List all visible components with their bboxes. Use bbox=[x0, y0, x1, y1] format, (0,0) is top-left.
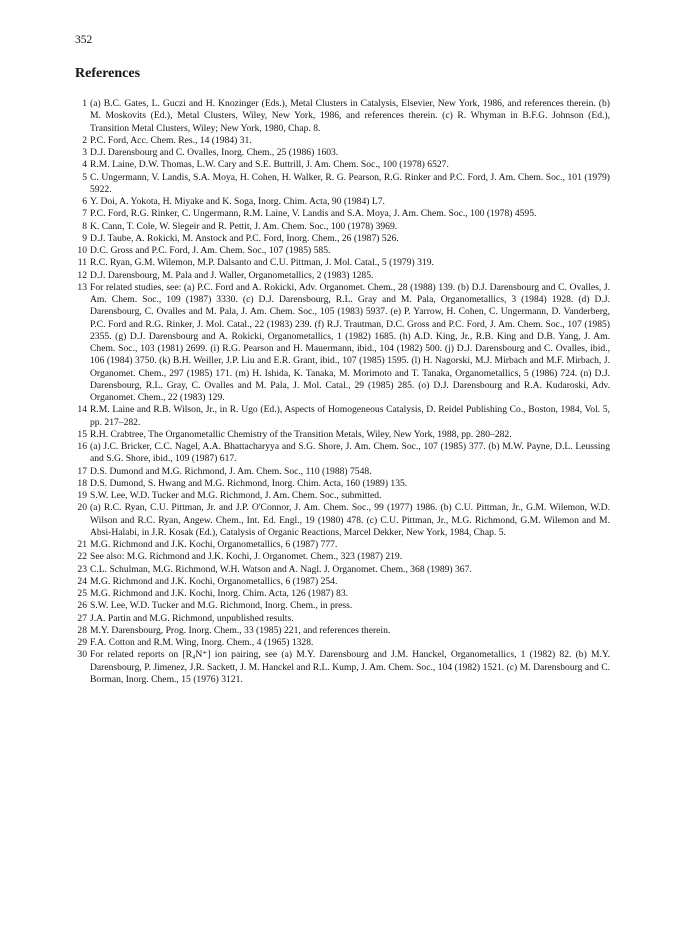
reference-text: J.A. Partin and M.G. Richmond, unpublished results. bbox=[90, 612, 294, 624]
reference-item bbox=[75, 613, 610, 625]
reference-item bbox=[75, 172, 610, 197]
reference-item bbox=[75, 429, 610, 441]
reference-text: F.A. Cotton and R.M. Wing, Inorg. Chem., 4 (1965) 1328. bbox=[90, 637, 314, 648]
reference-text: M.Y. Darensbourg, Prog. Inorg. Chem., 33 (1985) 221, and references therein. bbox=[90, 624, 391, 636]
reference-item bbox=[75, 564, 610, 576]
reference-item bbox=[75, 588, 610, 600]
reference-text: D.S. Dumond, S. Hwang and M.G. Richmond, Inorg. Chim. Acta, 160 (1989) 135. bbox=[90, 477, 408, 489]
reference-text: D.C. Gross and P.C. Ford, J. Am. Chem. Soc., 107 (1985) 585. bbox=[90, 245, 331, 256]
reference-item bbox=[75, 233, 610, 245]
reference-item bbox=[75, 221, 610, 233]
reference-text: M.G. Richmond and J.K. Kochi, Organometallics, 6 (1987) 254. bbox=[90, 575, 338, 587]
reference-item bbox=[75, 576, 610, 588]
reference-text: See also: M.G. Richmond and J.K. Kochi, J. Organomet. Chem., 323 (1987) 219. bbox=[90, 551, 403, 563]
reference-text: C.L. Schulman, M.G. Richmond, W.H. Watson and A. Nagl. J. Organomet. Chem., 368 (1989) 367. bbox=[90, 563, 472, 575]
reference-text: D.J. Darensbourg and C. Ovalles, Inorg. Chem., 25 (1986) 1603. bbox=[90, 147, 339, 158]
reference-item bbox=[75, 159, 610, 171]
reference-item bbox=[75, 551, 610, 563]
reference-text: R.C. Ryan, G.M. Wilemon, M.P. Dalsanto and C.U. Pittman, J. Mol. Catal., 5 (1979) 319. bbox=[90, 257, 434, 269]
reference-item bbox=[75, 466, 610, 478]
reference-text: P.C. Ford, Acc. Chem. Res., 14 (1984) 31. bbox=[90, 134, 252, 146]
reference-number: 19 bbox=[77, 490, 87, 501]
reference-text: R.H. Crabtree, The Organometallic Chemistry of the Transition Metals, Wiley, New York, 1988, pp. 280–282. bbox=[90, 428, 512, 440]
reference-number: 27 bbox=[77, 612, 87, 624]
reference-number: 9 bbox=[82, 232, 87, 244]
reference-text: R.M. Laine and R.B. Wilson, Jr., in R. Ugo (Ed.), Aspects of Homogeneous Catalysis, D. Reidel Publishing Co., Boston, 1984, Vol. 5, pp. 217–282. bbox=[90, 404, 610, 428]
reference-number: 29 bbox=[77, 637, 87, 648]
reference-text: For related studies, see: (a) P.C. Ford and A. Rokicki, Adv. Organomet. Chem., 28 (1988) 139. (b) D.J. Darensbourg and C. Ovalles, J. Am. Chem. Soc., 109 (1987) 3330. (c) D.J. Darensbourg, R.L. Gray and M. Pala, Organometallics, 3 (1984) 1928. (d) D.J. Darensbourg, C. Ovalles and M. Pala, J. Am. Chem. Soc., 105 (1983) 5937. (e) P. Yarrow, H. Cohen, C. Ungermann, D. Vanderberg, P.C. Ford and R.G. Rinker, J. Mol. Catal., 22 (1983) 239. (f) R.J. Trautman, D.C. Gross and P.C. Ford, J. Am. Chem. Soc., 107 (1985) 2355. (g) D.J. Darensbourg and A. Rokicki, Organometallics, 1 (1982) 1685. (h) A.D. King, Jr., R.B. King and D.B. Yang, J. Am. Chem. Soc., 103 (1981) 2699. (i) R.G. Pearson and H. Mauermann, ibid., 104 (1982) 500. (j) D.J. Darensbourg and C. Ovalles, ibid., 106 (1984) 3750. (k) B.H. Weiller, J.P. Liu and E.R. Grant, ibid., 107 (1985) 1595. (l) H. Nagorski, M.J. Mirbach and M.F. Mirbach, J. Organomet. Chem., 297 (1985) 171. (m) H. Ishida, K. Tanaka, M. Morimoto and T. Tanaka, Organometallics, 5 (1986) 724. (n) D.J. Darensbourg, R.L. Gray, C. Ovalles and M. Pala, J. Mol. Catal., 29 (1985) 285. (o) D.J. Darensbourg and R.A. Kudaroski, Adv. Organomet. Chem., 22 (1983) 129. bbox=[90, 281, 610, 403]
reference-number: 7 bbox=[82, 208, 87, 220]
page-number: 352 bbox=[75, 34, 93, 46]
reference-text: (a) J.C. Bricker, C.C. Nagel, A.A. Bhattacharyya and S.G. Shore, J. Am. Chem. Soc., 107 (1985) 377. (b) M.W. Payne, D.L. Leussing and S.G. Shore, ibid., 109 (1987) 617. bbox=[90, 441, 610, 465]
reference-item bbox=[75, 441, 610, 466]
reference-item bbox=[75, 600, 610, 612]
reference-number: 12 bbox=[77, 269, 87, 281]
reference-number: 4 bbox=[82, 159, 87, 171]
reference-text: D.S. Dumond and M.G. Richmond, J. Am. Chem. Soc., 110 (1988) 7548. bbox=[90, 465, 372, 477]
reference-item bbox=[75, 637, 610, 649]
reference-number: 2 bbox=[82, 134, 87, 146]
reference-text: M.G. Richmond and J.K. Kochi, Inorg. Chim. Acta, 126 (1987) 83. bbox=[90, 588, 349, 599]
reference-item bbox=[75, 147, 610, 159]
reference-text: C. Ungermann, V. Landis, S.A. Moya, H. Cohen, H. Walker, R. G. Pearson, R.G. Rinker and P.C. Ford, J. Am. Chem. Soc., 101 (1979) 5922. bbox=[90, 171, 610, 195]
reference-item bbox=[75, 98, 610, 135]
reference-text: M.G. Richmond and J.K. Kochi, Organometallics, 6 (1987) 777. bbox=[90, 539, 338, 550]
reference-number: 6 bbox=[82, 196, 87, 207]
reference-number: 3 bbox=[82, 147, 87, 158]
reference-number: 26 bbox=[77, 600, 87, 612]
reference-item bbox=[75, 245, 610, 257]
reference-number: 21 bbox=[77, 539, 87, 550]
reference-number: 24 bbox=[77, 575, 87, 587]
reference-text: S.W. Lee, W.D. Tucker and M.G. Richmond, Inorg. Chem., in press. bbox=[90, 600, 353, 612]
reference-item bbox=[75, 490, 610, 502]
reference-item bbox=[75, 196, 610, 208]
reference-item bbox=[75, 208, 610, 220]
reference-number: 5 bbox=[82, 171, 87, 183]
reference-item bbox=[75, 282, 610, 405]
reference-item bbox=[75, 478, 610, 490]
reference-text: For related reports on [R₄N⁺] ion pairing, see (a) M.Y. Darensbourg and J.M. Hanckel, Organometallics, 1 (1982) 82. (b) M.Y. Darensbourg, P. Jimenez, J.R. Sackett, J. M. Hanckel and R.L. Kump, J. Am. Chem. Soc., 104 (1982) 1521. (c) M. Darensbourg and C. Borman, Inorg. Chem., 15 (1976) 3121. bbox=[90, 649, 610, 685]
reference-text: Y. Doi, A. Yokota, H. Miyake and K. Soga, Inorg. Chim. Acta, 90 (1984) L7. bbox=[90, 196, 385, 207]
reference-number: 16 bbox=[77, 441, 87, 452]
reference-number: 28 bbox=[77, 624, 87, 636]
reference-number: 25 bbox=[77, 588, 87, 599]
reference-text: S.W. Lee, W.D. Tucker and M.G. Richmond, J. Am. Chem. Soc., submitted. bbox=[90, 490, 382, 501]
reference-number: 20 bbox=[77, 502, 87, 514]
reference-number: 1 bbox=[82, 98, 87, 109]
reference-number: 13 bbox=[77, 281, 87, 293]
reference-number: 17 bbox=[77, 465, 87, 477]
reference-item bbox=[75, 649, 610, 686]
reference-item bbox=[75, 135, 610, 147]
reference-text: P.C. Ford, R.G. Rinker, C. Ungermann, R.M. Laine, V. Landis and S.A. Moya, J. Am. Chem. Soc., 100 (1978) 4595. bbox=[90, 208, 537, 220]
reference-text: D.J. Darensbourg, M. Pala and J. Waller, Organometallics, 2 (1983) 1285. bbox=[90, 269, 374, 281]
reference-text: R.M. Laine, D.W. Thomas, L.W. Cary and S.E. Buttrill, J. Am. Chem. Soc., 100 (1978) 6527. bbox=[90, 159, 449, 171]
reference-number: 14 bbox=[77, 404, 87, 416]
reference-number: 15 bbox=[77, 428, 87, 440]
reference-item bbox=[75, 404, 610, 429]
reference-text: (a) B.C. Gates, L. Guczi and H. Knozinger (Eds.), Metal Clusters in Catalysis, Elsevier, New York, 1986, and references therein. (b) M. Moskovits (Ed.), Metal Clusters, Wiley, New York, 1986, and references therein. (c) R. Whyman in B.F.G. Johnson (Ed.), Transition Metal Clusters, Wiley; New York, 1980, Chap. 8. bbox=[90, 98, 610, 134]
reference-text: D.J. Taube, A. Rokicki, M. Anstock and P.C. Ford, Inorg. Chem., 26 (1987) 526. bbox=[90, 232, 399, 244]
reference-item bbox=[75, 502, 610, 539]
reference-item bbox=[75, 257, 610, 269]
reference-text: K. Cann, T. Cole, W. Slegeir and R. Pettit, J. Am. Chem. Soc., 100 (1978) 3969. bbox=[90, 220, 398, 232]
reference-number: 8 bbox=[82, 220, 87, 232]
reference-number: 30 bbox=[77, 649, 87, 661]
reference-number: 18 bbox=[77, 477, 87, 489]
reference-number: 11 bbox=[77, 257, 87, 269]
reference-list bbox=[75, 98, 610, 686]
reference-number: 10 bbox=[77, 245, 87, 256]
reference-number: 23 bbox=[77, 563, 87, 575]
reference-text: (a) R.C. Ryan, C.U. Pittman, Jr. and J.P. O'Connor, J. Am. Chem. Soc., 99 (1977) 1986. (b) C.U. Pittman, Jr., G.M. Wilemon, W.D. Wilson and R.C. Ryan, Angew. Chem., Int. Ed. Engl., 19 (1980) 478. (c) C.U. Pittman, Jr., M.G. Richmond, G.M. Wilemon and M. Absi-Halabi, in J.R. Kosak (Ed.), Catalysis of Organic Reactions, Marcel Dekker, New York, 1984, Chap. 5. bbox=[90, 502, 610, 538]
references-heading: References bbox=[75, 66, 141, 81]
reference-item bbox=[75, 270, 610, 282]
reference-item bbox=[75, 625, 610, 637]
reference-number: 22 bbox=[77, 551, 87, 563]
reference-item bbox=[75, 539, 610, 551]
